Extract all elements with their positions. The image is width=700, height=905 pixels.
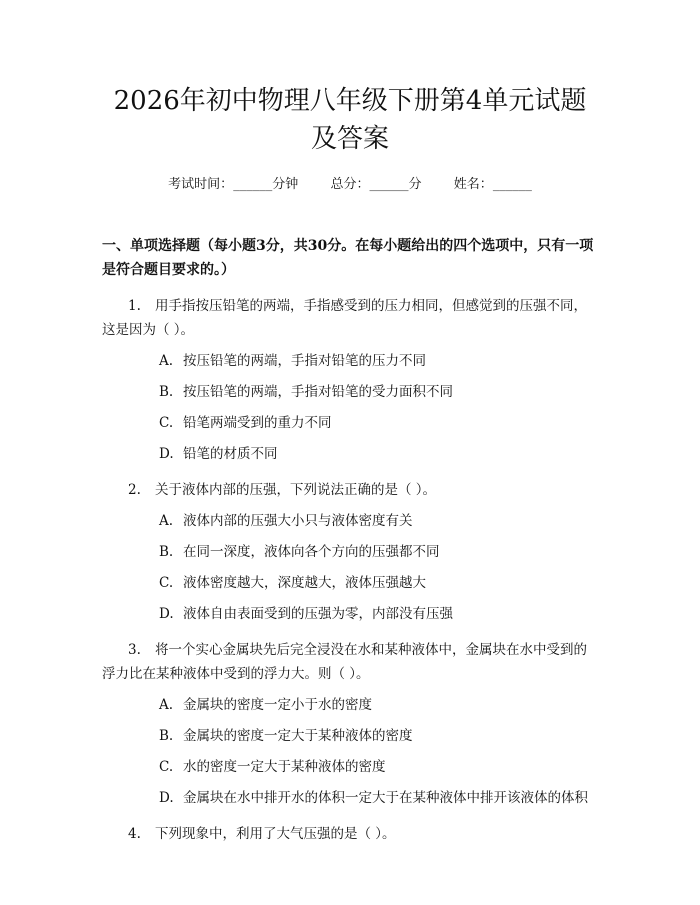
option-2-d [102,602,598,626]
option-letter: B. [159,728,174,744]
option-2-c [102,571,598,595]
option-1-b [102,380,598,404]
score-label: 总分： [330,177,370,192]
option-text: 液体密度越大，深度越大，液体压强越大 [183,575,426,591]
score-blank: ______ [369,177,409,192]
question-1 [102,294,598,342]
time-label: 考试时间： [168,177,234,192]
question-number: 4. [128,826,141,842]
question-stem: 下列现象中，利用了大气压强的是（ ）。 [155,826,396,842]
option-letter: D. [159,606,174,622]
option-3-c [102,755,598,779]
option-text: 金属块的密度一定大于某种液体的密度 [183,728,413,744]
option-1-d [102,442,598,466]
name-label: 姓名： [453,177,493,192]
option-text: 金属块的密度一定小于水的密度 [183,697,372,713]
option-2-a [102,509,598,533]
question-number: 1. [128,298,141,314]
option-1-a [102,349,598,373]
question-stem: 将一个实心金属块先后完全浸没在水和某种液体中，金属块在水中受到的浮力比在某种液体中受到的浮力大。则（ ）。 [102,642,587,682]
option-text: 在同一深度，液体向各个方向的压强都不同 [183,544,440,560]
time-unit: 分钟 [272,177,299,192]
option-letter: D. [159,790,174,806]
question-stem: 关于液体内部的压强，下列说法正确的是（ ）。 [155,482,437,498]
question-3 [102,638,598,686]
time-blank: ______ [233,177,273,192]
option-text: 按压铅笔的两端，手指对铅笔的受力面积不同 [183,384,453,400]
question-4 [102,822,598,846]
option-letter: B. [159,544,174,560]
option-text: 按压铅笔的两端，手指对铅笔的压力不同 [183,353,426,369]
option-text: 铅笔两端受到的重力不同 [183,415,332,431]
exam-meta [102,175,598,195]
section-heading: 一、单项选择题（每小题3分，共30分。在每小题给出的四个选项中，只有一项是符合题目要求的。） [102,238,594,278]
option-text: 液体内部的压强大小只与液体密度有关 [183,513,413,529]
question-number: 3. [128,642,141,658]
option-letter: A. [159,513,174,529]
option-letter: B. [159,384,174,400]
option-letter: A. [159,697,174,713]
option-text: 水的密度一定大于某种液体的密度 [183,759,386,775]
question-2 [102,478,598,502]
option-text: 铅笔的材质不同 [183,446,278,462]
question-stem: 用手指按压铅笔的两端，手指感受到的压力相同，但感觉到的压强不同，这是因为（ ）。 [102,298,587,338]
option-3-d [102,786,598,810]
option-text: 液体自由表面受到的压强为零，内部没有压强 [183,606,453,622]
option-text: 金属块在水中排开水的体积一定大于在某种液体中排开该液体的体积 [183,790,588,806]
score-unit: 分 [408,177,422,192]
option-letter: D. [159,446,174,462]
option-1-c [102,411,598,435]
option-3-b [102,724,598,748]
name-blank: ______ [492,177,532,192]
question-number: 2. [128,482,141,498]
option-letter: C. [159,415,174,431]
option-3-a [102,693,598,717]
page-title: 2026年初中物理八年级下册第4单元试题及答案 [113,86,587,154]
option-letter: C. [159,759,174,775]
option-letter: A. [159,353,174,369]
option-letter: C. [159,575,174,591]
option-2-b [102,540,598,564]
